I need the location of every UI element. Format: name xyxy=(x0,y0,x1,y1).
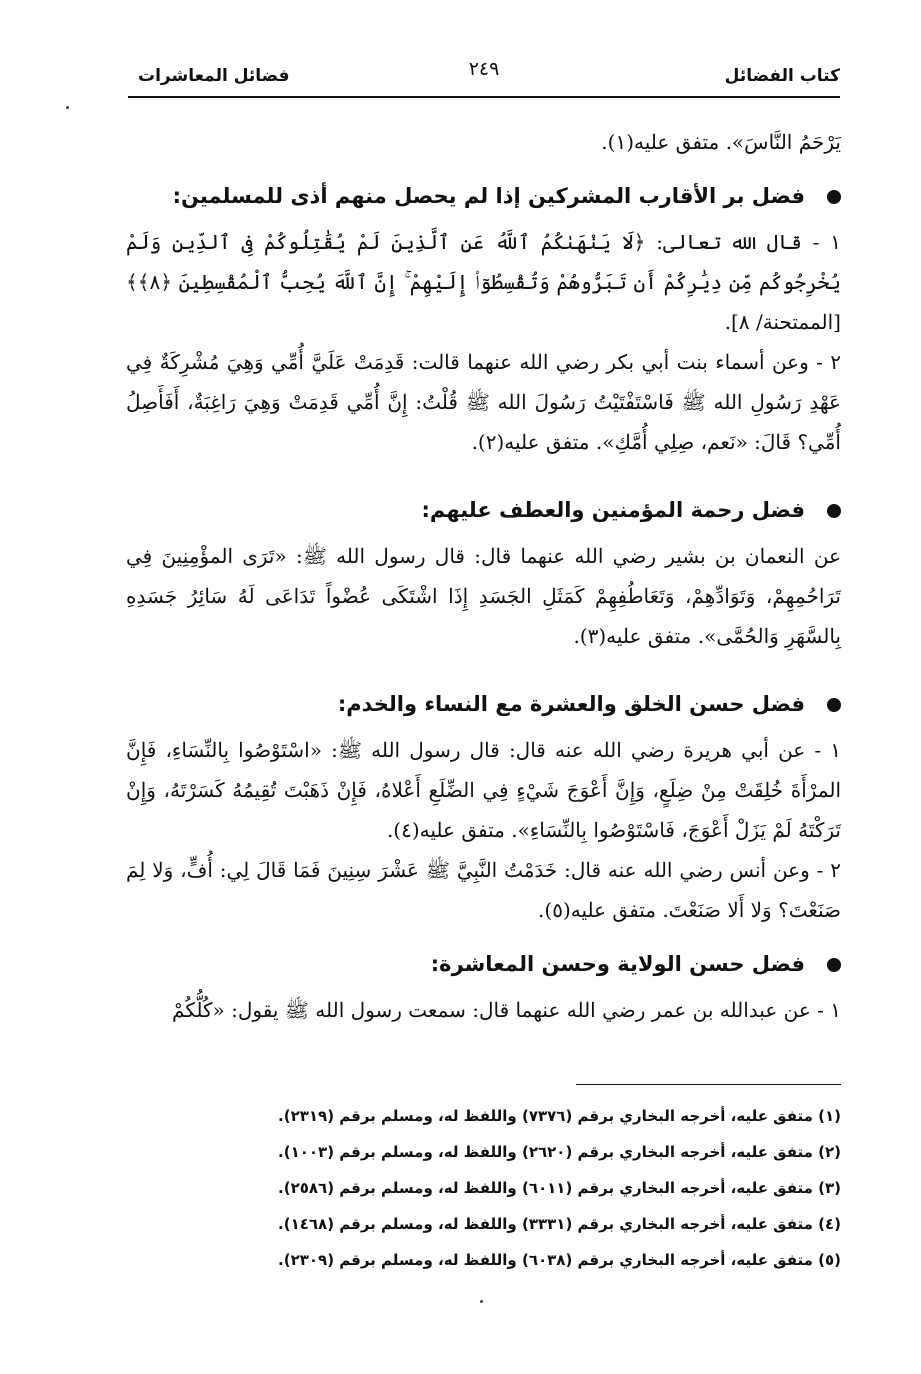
paragraph: ١ - عن عبدالله بن عمر رضي الله عنهما قال: سمعت رسول الله ﷺ يقول: «كُلُّكُمْ xyxy=(172,998,841,1022)
footnote: (٥) متفق عليه، أخرجه البخاري برقم (٦٠٣٨) واللفظ له، ومسلم برقم (٢٣٠٩). xyxy=(278,1251,841,1269)
bullet-icon xyxy=(827,698,841,712)
section-heading-text: فضل حسن الولاية وحسن المعاشرة: xyxy=(430,952,805,976)
paragraph: ٢ - وعن أسماء بنت أبي بكر رضي الله عنهما قالت: قَدِمَتْ عَلَيَّ أُمِّي وَهِيَ مُشْرِكَةٌ فِي عَهْدِ رَسُولِ الله ﷺ فَاسْتَفْتَيْتُ رَسُولَ الله ﷺ قُلْتُ: إِنَّ أُمِّي قَدِمَتْ وَهِيَ رَاغِبَةٌ، أَفَأَصِلُ أُمِّي؟ قَالَ: «نَعم، صِلِي أُمَّكِ». متفق عليه(٢). xyxy=(126,350,841,454)
paragraph: يَرْحَمُ النَّاسَ». متفق عليه(١). xyxy=(601,130,841,154)
main-text xyxy=(126,122,841,1030)
section-heading-text: فضل بر الأقارب المشركين إذا لم يحصل منهم أذى للمسلمين: xyxy=(172,184,805,208)
footnote: (٢) متفق عليه، أخرجه البخاري برقم (٢٦٢٠) واللفظ له، ومسلم برقم (١٠٠٣). xyxy=(278,1143,841,1161)
bullet-icon xyxy=(827,190,841,204)
page-number: ٢٤٩ xyxy=(468,58,500,80)
footnote: (٣) متفق عليه، أخرجه البخاري برقم (٦٠١١) واللفظ له، ومسلم برقم (٢٥٨٦). xyxy=(278,1179,841,1197)
footnote: (٤) متفق عليه، أخرجه البخاري برقم (٣٣٣١) واللفظ له، ومسلم برقم (١٤٦٨). xyxy=(278,1215,841,1233)
paragraph: عن النعمان بن بشير رضي الله عنهما قال: قال رسول الله ﷺ: «تَرَى المؤْمِنِينَ فِي تَرَاحُمِهِمْ، وَتَوَادِّهِمْ، وَتَعَاطُفِهِمْ كَمَثَلِ الجَسَدِ إِذَا اشْتَكَى عُضْواً تَدَاعَى لَهُ سَائِرُ جَسَدِهِ بِالسَّهَرِ وَالحُمَّى». متفق عليه(٣). xyxy=(126,544,841,648)
footnotes xyxy=(126,1098,841,1278)
paragraph: ٢ - وعن أنس رضي الله عنه قال: خَدَمْتُ النَّبِيَّ ﷺ عَشْرَ سِنِينَ فَمَا قَالَ لِي: أُفٍّ، وَلا لِمَ صَنَعْتَ؟ وَلا أَلا صَنَعْتَ. متفق عليه(٥). xyxy=(126,858,841,922)
footnote-rule xyxy=(576,1084,841,1085)
section-heading-text: فضل حسن الخلق والعشرة مع النساء والخدم: xyxy=(337,692,805,716)
book-title: كتاب الفضائل xyxy=(724,66,840,86)
section-heading xyxy=(126,944,841,984)
paragraph: ١ - عن أبي هريرة رضي الله عنه قال: قال رسول الله ﷺ: «اسْتَوْصُوا بِالنِّسَاءِ، فَإِنَّ المرْأَةَ خُلِقَتْ مِنْ ضِلَعٍ، وَإِنَّ أَعْوَجَ شَيْءٍ فِي الضِّلَعِ أَعْلاهُ، فَإِنْ ذَهَبْتَ تُقِيمُهُ كَسَرْتَهُ، وَإِنْ تَرَكْتَهُ لَمْ يَزَلْ أَعْوَجَ، فَاسْتَوْصُوا بِالنِّسَاءِ». متفق عليه(٤). xyxy=(126,738,841,842)
section-heading xyxy=(126,684,841,724)
chapter-title: فضائل المعاشرات xyxy=(138,66,290,86)
section-heading xyxy=(126,176,841,216)
scan-speck xyxy=(480,1300,483,1303)
running-header xyxy=(128,56,840,98)
paragraph: ١ - قال الله تعالى: ﴿لَا يَنْهَىٰكُمُ ٱللَّهُ عَنِ ٱلَّذِينَ لَمْ يُقَٰتِلُوكُمْ فِى ٱلدِّينِ وَلَمْ يُخْرِجُوكُم مِّن دِيَٰرِكُمْ أَن تَبَرُّوهُمْ وَتُقْسِطُوٓا۟ إِلَيْهِمْ ۚ إِنَّ ٱللَّهَ يُحِبُّ ٱلْمُقْسِطِينَ ﴿٨﴾﴾ [الممتحنة/ ٨]. xyxy=(126,230,841,334)
bullet-icon xyxy=(827,504,841,518)
section-heading xyxy=(126,490,841,530)
bullet-icon xyxy=(827,958,841,972)
scan-speck xyxy=(66,106,69,109)
section-heading-text: فضل رحمة المؤمنين والعطف عليهم: xyxy=(421,498,805,522)
footnote: (١) متفق عليه، أخرجه البخاري برقم (٧٣٧٦) واللفظ له، ومسلم برقم (٢٣١٩). xyxy=(278,1107,841,1125)
